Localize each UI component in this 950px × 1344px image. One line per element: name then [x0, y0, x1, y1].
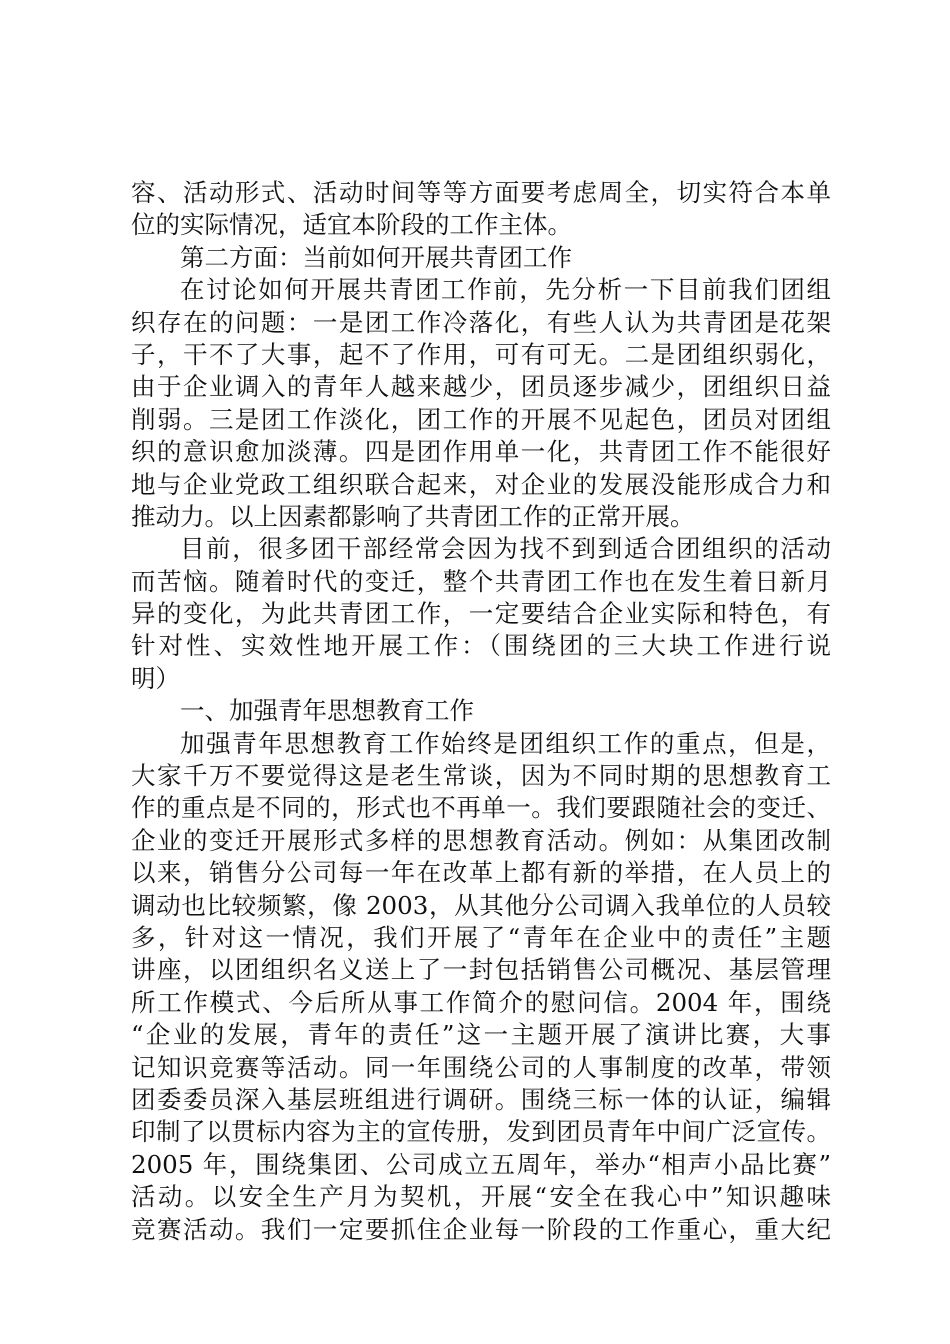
text-line: 讲座，以团组织名义送上了一封包括销售公司概况、基层管理	[131, 955, 831, 985]
text-line: 企业的变迁开展形式多样的思想教育活动。例如：从集团改制	[131, 825, 831, 855]
text-line: 竞赛活动。我们一定要抓住企业每一阶段的工作重心，重大纪	[131, 1214, 831, 1244]
text-line: 多，针对这一情况，我们开展了“青年在企业中的责任”主题	[131, 922, 831, 952]
text-line: 织存在的问题：一是团工作冷落化，有些人认为共青团是花架	[131, 307, 831, 337]
text-line: 作的重点是不同的，形式也不再单一。我们要跟随社会的变迁、	[131, 793, 831, 823]
text-line: 削弱。三是团工作淡化，团工作的开展不见起色，团员对团组	[131, 404, 831, 434]
document-body	[131, 177, 831, 1246]
text-line: 以来，销售分公司每一年在改革上都有新的举措，在人员上的	[131, 858, 831, 888]
text-line: 活动。以安全生产月为契机，开展“安全在我心中”知识趣味	[131, 1182, 831, 1212]
paragraph-first-line: 一、加强青年思想教育工作	[180, 696, 474, 726]
text-line: 调动也比较频繁，像 2003，从其他分公司调入我单位的人员较	[131, 890, 831, 920]
text-line: 针对性、实效性地开展工作：（围绕团的三大块工作进行说	[131, 631, 831, 661]
paragraph-first-line: 第二方面：当前如何开展共青团工作	[180, 242, 572, 272]
text-line: 记知识竞赛等活动。同一年围绕公司的人事制度的改革，带领	[131, 1052, 831, 1082]
paragraph-first-line: 目前，很多团干部经常会因为找不到到适合团组织的活动	[180, 534, 831, 564]
text-line: 团委委员深入基层班组进行调研。围绕三标一体的认证，编辑	[131, 1084, 831, 1114]
text-line: “企业的发展，青年的责任”这一主题开展了演讲比赛，大事	[131, 1020, 831, 1050]
text-line: 明）	[131, 663, 180, 693]
text-line: 大家千万不要觉得这是老生常谈，因为不同时期的思想教育工	[131, 761, 831, 791]
text-line: 印制了以贯标内容为主的宣传册，发到团员青年中间广泛宣传。	[131, 1117, 831, 1147]
paragraph-first-line: 加强青年思想教育工作始终是团组织工作的重点，但是，	[180, 728, 831, 758]
text-line: 位的实际情况，适宜本阶段的工作主体。	[131, 210, 572, 240]
text-line: 2005 年，围绕集团、公司成立五周年，举办“相声小品比赛”	[131, 1149, 831, 1179]
text-line: 由于企业调入的青年人越来越少，团员逐步减少，团组织日益	[131, 372, 831, 402]
text-line: 而苦恼。随着时代的变迁，整个共青团工作也在发生着日新月	[131, 566, 831, 596]
text-line: 容、活动形式、活动时间等等方面要考虑周全，切实符合本单	[131, 178, 831, 207]
text-line: 地与企业党政工组织联合起来，对企业的发展没能形成合力和	[131, 469, 831, 499]
text-line: 所工作模式、今后所从事工作简介的慰问信。2004 年，围绕	[131, 987, 831, 1017]
paragraph-first-line: 在讨论如何开展共青团工作前，先分析一下目前我们团组	[180, 275, 831, 305]
text-line: 子，干不了大事，起不了作用，可有可无。二是团组织弱化，	[131, 339, 831, 369]
text-line: 织的意识愈加淡薄。四是团作用单一化，共青团工作不能很好	[131, 437, 831, 467]
text-line: 异的变化，为此共青团工作，一定要结合企业实际和特色，有	[131, 599, 831, 629]
text-line: 推动力。以上因素都影响了共青团工作的正常开展。	[131, 501, 695, 531]
